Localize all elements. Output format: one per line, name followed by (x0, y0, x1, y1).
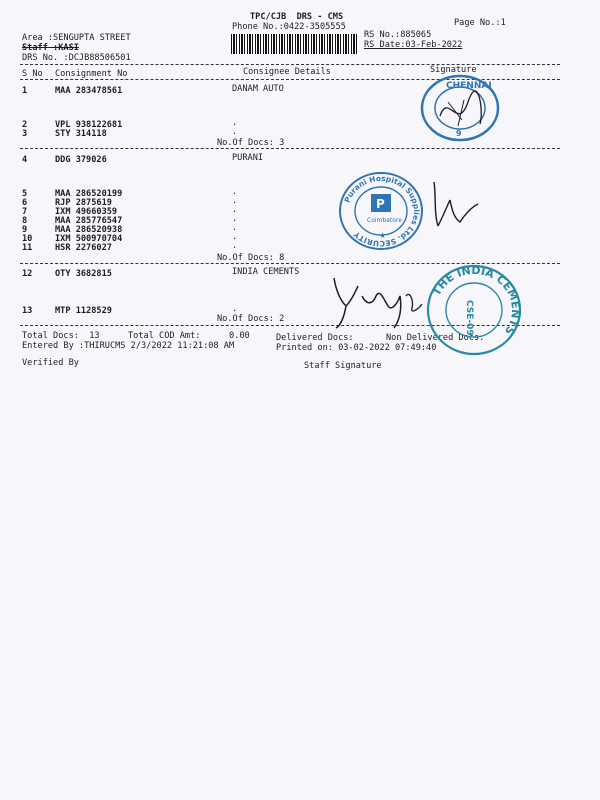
row-sno: 2 (22, 120, 28, 130)
area-label: Area :SENGUPTA STREET (22, 33, 131, 43)
row-sno: 3 (22, 129, 28, 139)
row-consignment: HSR 2276027 (55, 243, 112, 253)
dot: . (232, 214, 238, 224)
verified-by: Verified By (22, 358, 79, 368)
dot: . (232, 205, 238, 215)
dot: . (232, 223, 238, 233)
divider (20, 148, 560, 149)
drs-number: DRS No. :DCJB88506501 (22, 53, 131, 63)
row-consignment: IXM 49660359 (55, 207, 118, 217)
phone-number: Phone No.:0422-3505555 (232, 22, 346, 32)
delivered-docs: Delivered Docs: (276, 333, 354, 343)
row-sno: 5 (22, 189, 28, 199)
col-consignment: Consignment No (55, 69, 128, 79)
row-consignment: OTY 3682815 (55, 269, 112, 279)
rs-number: RS No.:885065 (364, 30, 432, 40)
entered-by: Entered By :THIRUCMS 2/3/2022 11:21:08 AM (22, 341, 235, 351)
consignee-name: INDIA CEMENTS (232, 267, 300, 277)
consignee-name: DANAM AUTO (232, 84, 284, 94)
col-sno: S No (22, 69, 43, 79)
stamp-text: CSE-09 (464, 300, 474, 336)
total-docs: Total Docs: 13 (22, 331, 100, 341)
row-sno: 8 (22, 216, 28, 226)
stamp-text: CHENNAI (446, 81, 492, 91)
stamp-text: THE INDIA CEMENTS (429, 263, 523, 338)
dot: . (232, 127, 238, 137)
page-number: Page No.:1 (454, 18, 506, 28)
row-consignment: MAA 286520938 (55, 225, 123, 235)
row-sno: 11 (22, 243, 33, 253)
chennai-stamp (418, 72, 502, 144)
dot: . (232, 304, 238, 314)
row-consignment: DDG 379026 (55, 155, 107, 165)
row-sno: 9 (22, 225, 28, 235)
row-consignment: MAA 285776547 (55, 216, 123, 226)
dot: . (232, 187, 238, 197)
row-sno: 12 (22, 269, 33, 279)
docs-count: No.Of Docs: 3 (217, 138, 285, 148)
row-consignment: RJP 2875619 (55, 198, 112, 208)
sheet-title: TPC/CJB DRS - CMS (250, 12, 344, 22)
staff-signature: Staff Signature (304, 361, 382, 371)
stamp-text: Coimbatore (367, 217, 402, 224)
consignee-name: PURANI (232, 153, 264, 163)
row-consignment: MAA 286520199 (55, 189, 123, 199)
row-sno: 4 (22, 155, 28, 165)
row-consignment: VPL 938122681 (55, 120, 123, 130)
row-sno: 10 (22, 234, 33, 244)
row-consignment: MAA 283478561 (55, 86, 123, 96)
docs-count: No.Of Docs: 8 (217, 253, 285, 263)
total-cod-label: Total COD Amt: (128, 331, 201, 341)
row-sno: 7 (22, 207, 28, 217)
row-sno: 6 (22, 198, 28, 208)
row-sno: 13 (22, 306, 33, 316)
purani-stamp (336, 168, 426, 254)
stamp-text: 9 (456, 129, 462, 138)
non-delivered-docs: Non Delivered Docs: (386, 333, 485, 343)
svg-text:★: ★ (379, 231, 387, 240)
col-consignee: Consignee Details (243, 67, 331, 77)
row-sno: 1 (22, 86, 28, 96)
row-consignment: STY 314118 (55, 129, 107, 139)
staff-label: Staff :KASI (22, 43, 79, 53)
dot: . (232, 241, 238, 251)
rs-date: RS Date:03-Feb-2022 (364, 40, 463, 50)
stamp-text: Purani Hospital Supplies Ltd. SECURITY (342, 173, 422, 249)
row-consignment: MTP 1128529 (55, 306, 112, 316)
svg-text:P: P (376, 197, 385, 211)
barcode (231, 34, 359, 54)
dot: . (232, 118, 238, 128)
docs-count: No.Of Docs: 2 (217, 314, 285, 324)
dot: . (232, 232, 238, 242)
total-cod-value: 0.00 (229, 331, 250, 341)
row-consignment: IXM 500970704 (55, 234, 123, 244)
divider (20, 64, 560, 65)
col-signature: Signature (430, 65, 477, 75)
dot: . (232, 196, 238, 206)
printed-on: Printed on: 03-02-2022 07:49:40 (276, 343, 437, 353)
signature-purani (424, 174, 484, 234)
signature-india-cements (328, 266, 448, 336)
